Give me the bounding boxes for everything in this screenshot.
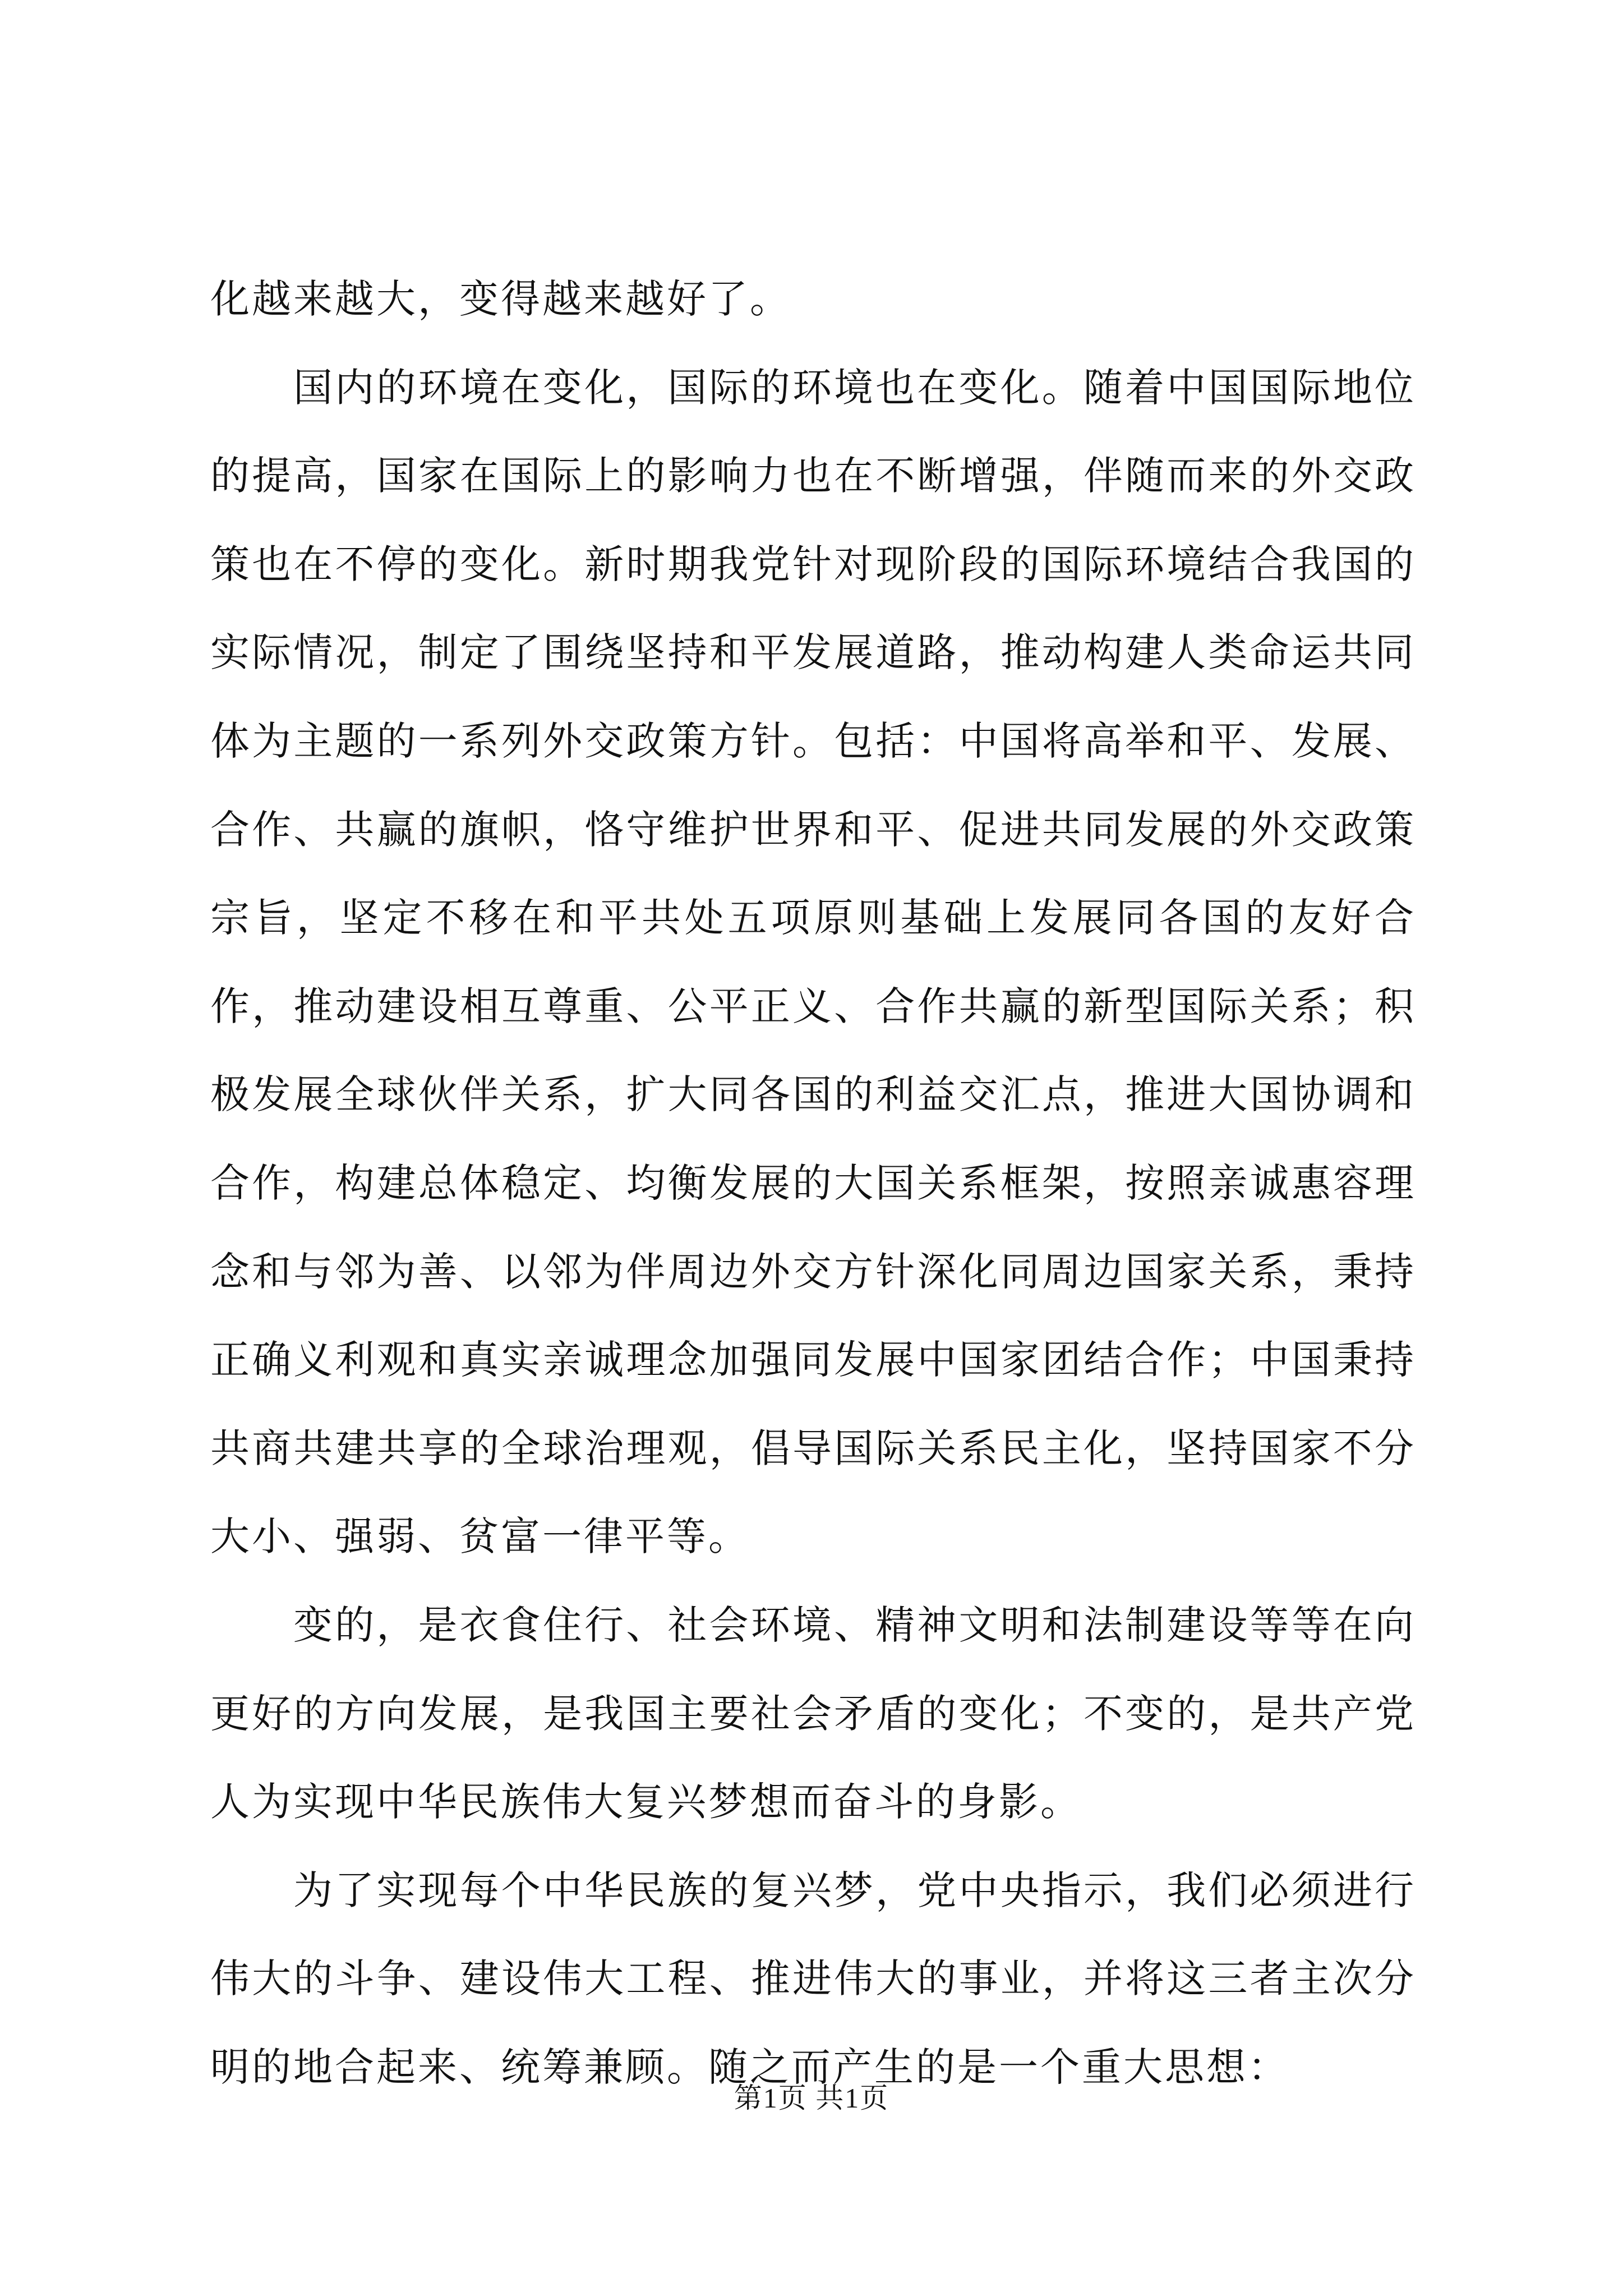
paragraph-change-and-constant: 变的，是衣食住行、社会环境、精神文明和法制建设等等在向更好的方向发展，是我国主要社会矛盾的变化；不变的，是共产党人为实现中华民族伟大复兴梦想而奋斗的身影。 bbox=[210, 1602, 1416, 1825]
page-footer: 第1页 共1页 bbox=[734, 2082, 889, 2114]
document-body bbox=[210, 255, 1416, 2111]
paragraph-international-environment: 国内的环境在变化，国际的环境也在变化。随着中国国际地位的提高，国家在国际上的影响力也在不断增强，伴随而来的外交政策也在不停的变化。新时期我党针对现阶段的国际环境结合我国的实际情况，制定了围绕坚持和平发展道路，推动构建人类命运共同体为主题的一系列外交政策方针。包括：中国将高举和平、发展、合作、共赢的旗帜，恪守维护世界和平、促进共同发展的外交政策宗旨，坚定不移在和平共处五项原则基础上发展同各国的友好合作，推动建设相互尊重、公平正义、合作共赢的新型国际关系；积极发展全球伙伴关系，扩大同各国的利益交汇点，推进大国协调和合作，构建总体稳定、均衡发展的大国关系框架，按照亲诚惠容理念和与邻为善、以邻为伴周边外交方针深化同周边国家关系，秉持正确义利观和真实亲诚理念加强同发展中国家团结合作；中国秉持共商共建共享的全球治理观，倡导国际关系民主化，坚持国家不分大小、强弱、贫富一律平等。 bbox=[210, 364, 1416, 1560]
paragraph-continuation: 化越来越大，变得越来越好了。 bbox=[210, 276, 791, 322]
paragraph-rejuvenation-dream: 为了实现每个中华民族的复兴梦，党中央指示，我们必须进行伟大的斗争、建设伟大工程、推进伟大的事业，并将这三者主次分明的地合起来、统筹兼顾。随之而产生的是一个重大思想： bbox=[210, 1867, 1416, 2090]
